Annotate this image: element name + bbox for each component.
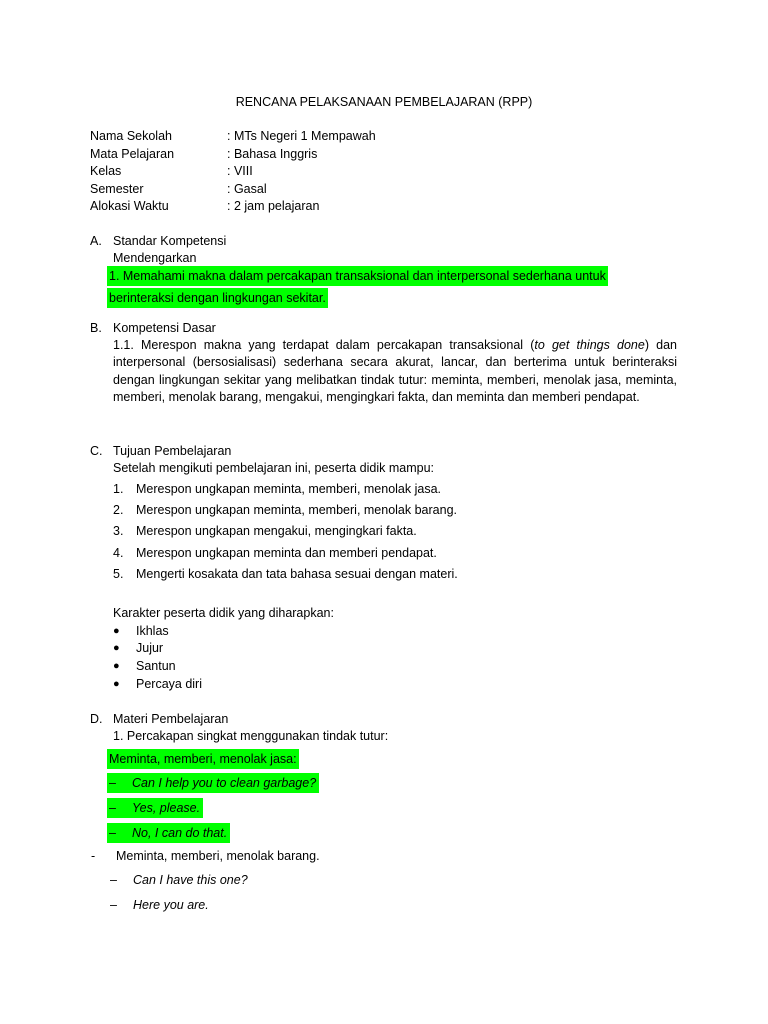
section-b-letter: B. — [90, 321, 102, 335]
materials-intro: 1. Percakapan singkat menggunakan tindak tutur: — [113, 729, 389, 743]
objective-text: Merespon ungkapan meminta dan memberi pendapat. — [136, 546, 437, 560]
character-item: Percaya diri — [136, 677, 202, 691]
bullet-icon: ● — [113, 625, 120, 637]
section-c-letter: C. — [90, 444, 103, 458]
character-item: Santun — [136, 659, 176, 673]
dialog-line: No, I can do that. — [132, 826, 228, 840]
objective-number: 4. — [113, 546, 124, 560]
bullet-icon: ● — [113, 660, 120, 672]
dialog-line: Yes, please. — [132, 801, 201, 815]
identity-label: Kelas — [90, 164, 122, 178]
identity-value: : Gasal — [227, 182, 267, 196]
dialog-line: Can I have this one? — [133, 873, 248, 887]
dash-icon: – — [109, 776, 116, 790]
identity-value: : VIII — [227, 164, 253, 178]
dash-icon: – — [109, 801, 116, 815]
paragraph-text-end: ) dan interpersonal (bersosialisasi) sederhana secara akurat, lancar, dan berterima untuk berinteraksi dengan lingkungan sekitar yang melibatkan tindak tutur: meminta, memberi, menolak jasa, meminta, memberi, menolak barang, mengakui, mengingkari fakta, dan meminta dan memberi pendapat. — [113, 338, 677, 405]
basic-competency-paragraph — [113, 337, 677, 407]
identity-value: : MTs Negeri 1 Mempawah — [227, 129, 376, 143]
section-a-subtitle: Mendengarkan — [113, 251, 197, 265]
identity-label: Mata Pelajaran — [90, 147, 175, 161]
identity-value: : 2 jam pelajaran — [227, 199, 320, 213]
identity-label: Alokasi Waktu — [90, 199, 169, 213]
dialog-line: Can I help you to clean garbage? — [132, 776, 317, 790]
dialog-group-2-title: Meminta, memberi, menolak barang. — [116, 849, 320, 863]
hyphen-icon: - — [91, 849, 96, 863]
objective-number: 2. — [113, 503, 124, 517]
dialog-line-highlight — [107, 798, 203, 818]
objective-number: 1. — [113, 482, 124, 496]
paragraph-text-start: 1.1. Merespon makna yang terdapat dalam percakapan transaksional ( — [113, 338, 535, 352]
dash-icon: – — [110, 898, 117, 912]
section-d-title: Materi Pembelajaran — [113, 712, 229, 726]
dash-icon: – — [109, 826, 116, 840]
character-title: Karakter peserta didik yang diharapkan: — [113, 606, 334, 620]
section-a-letter: A. — [90, 234, 102, 248]
dash-icon: – — [110, 873, 117, 887]
identity-value: : Bahasa Inggris — [227, 147, 318, 161]
objective-number: 5. — [113, 567, 124, 581]
dialog-line: Here you are. — [133, 898, 209, 912]
competency-highlight-line-1: 1. Memahami makna dalam percakapan transaksional dan interpersonal sederhana untuk — [107, 266, 608, 286]
objective-text: Merespon ungkapan mengakui, mengingkari fakta. — [136, 524, 417, 538]
identity-label: Semester — [90, 182, 144, 196]
competency-highlight-line-2: berinteraksi dengan lingkungan sekitar. — [107, 288, 328, 308]
objective-text: Merespon ungkapan meminta, memberi, menolak jasa. — [136, 482, 442, 496]
document-title: RENCANA PELAKSANAAN PEMBELAJARAN (RPP) — [235, 95, 533, 109]
dialog-line-highlight — [107, 773, 319, 793]
bullet-icon: ● — [113, 642, 120, 654]
bullet-icon: ● — [113, 678, 120, 690]
dialog-group-1-title: Meminta, memberi, menolak jasa: — [107, 749, 299, 769]
section-b-title: Kompetensi Dasar — [113, 321, 216, 335]
character-item: Ikhlas — [136, 624, 169, 638]
paragraph-italic-text: to get things done — [534, 338, 645, 352]
identity-label: Nama Sekolah — [90, 129, 172, 143]
objectives-intro: Setelah mengikuti pembelajaran ini, peserta didik mampu: — [113, 461, 435, 475]
objective-number: 3. — [113, 524, 124, 538]
dialog-line-highlight — [107, 823, 230, 843]
objective-text: Mengerti kosakata dan tata bahasa sesuai dengan materi. — [136, 567, 458, 581]
section-a-title: Standar Kompetensi — [113, 234, 227, 248]
character-item: Jujur — [136, 641, 164, 655]
section-c-title: Tujuan Pembelajaran — [113, 444, 232, 458]
section-d-letter: D. — [90, 712, 103, 726]
objective-text: Merespon ungkapan meminta, memberi, menolak barang. — [136, 503, 458, 517]
